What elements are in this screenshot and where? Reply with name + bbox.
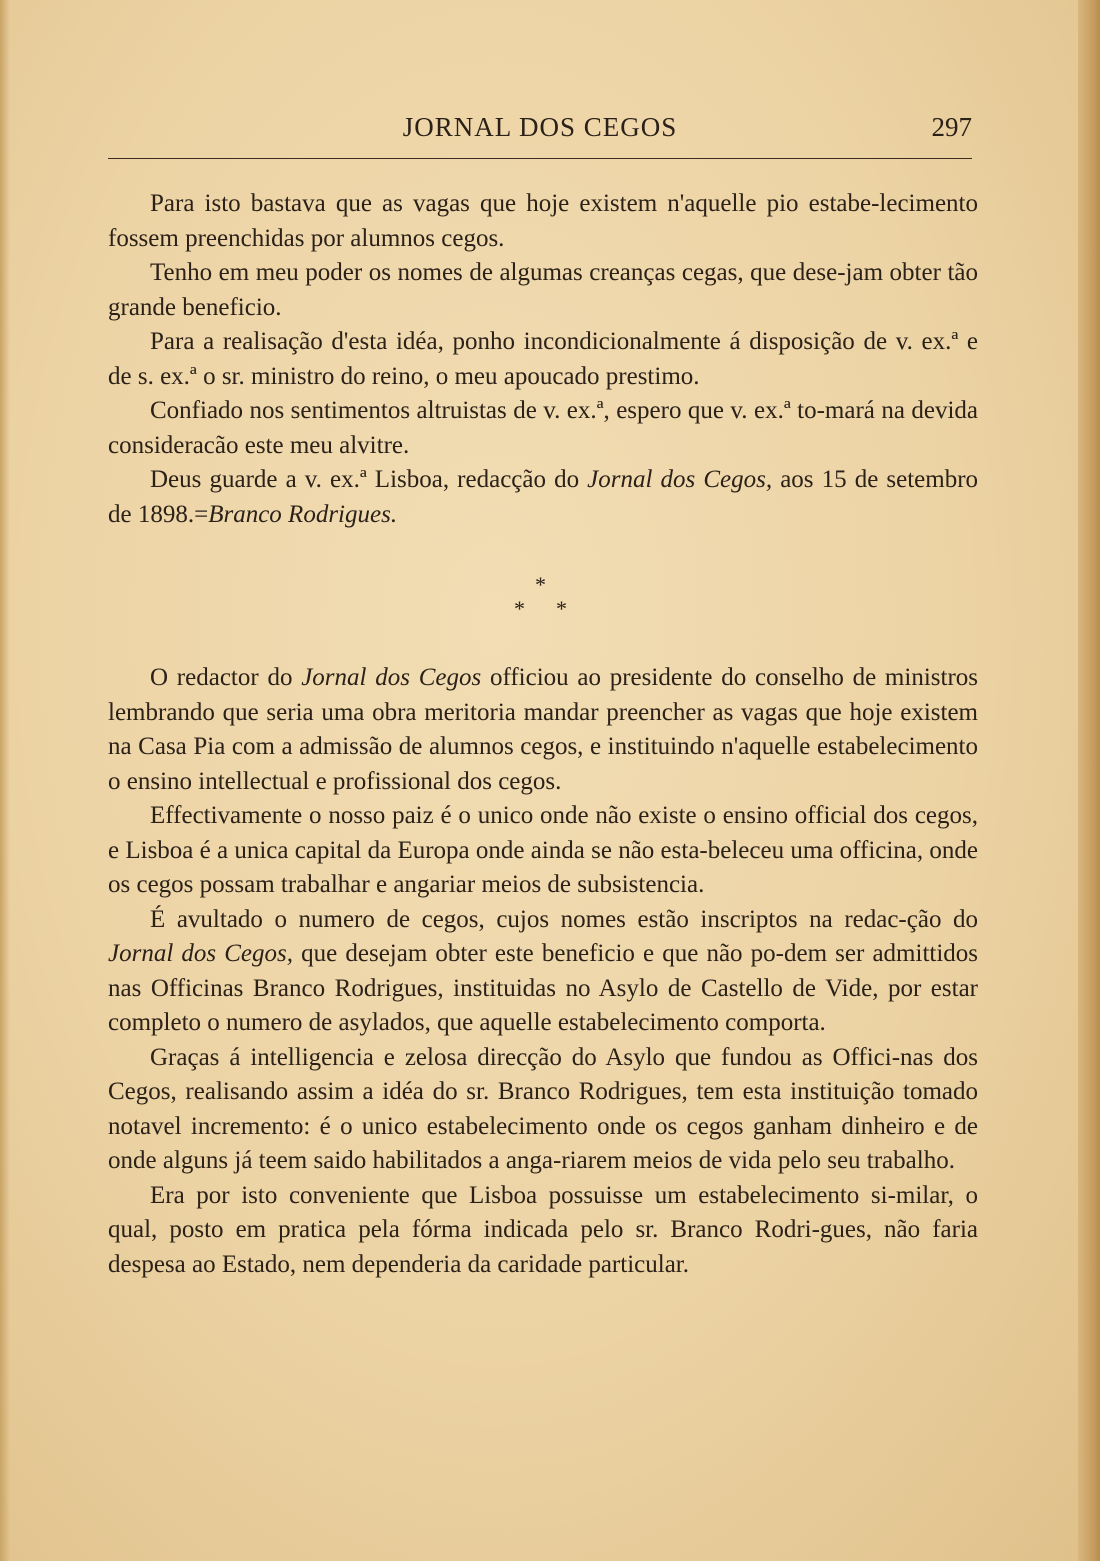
journal-title-italic: Jornal dos Cegos: [301, 664, 482, 691]
text-run: O redactor do: [150, 664, 302, 691]
journal-title-italic: Jornal dos Cegos,: [587, 466, 773, 493]
article-section: [108, 661, 978, 1282]
journal-title-italic: Jornal dos Cegos,: [108, 940, 294, 967]
text-run: aos 15 de setembro de 1898.=: [108, 466, 979, 528]
paragraph: Para isto bastava que as vagas que hoje existem n'aquelle pio estabe-lecimento fossem preenchidas por alumnos cegos.: [108, 190, 978, 252]
text-run: Deus guarde a v. ex.ª Lisboa, redacção do: [150, 466, 588, 493]
asterisk: *: [535, 572, 546, 597]
header-rule: [108, 158, 972, 159]
text-run: É avultado o numero de cegos, cujos nomes estão inscriptos na redac-ção do: [150, 905, 978, 933]
paragraph: Tenho em meu poder os nomes de algumas creanças cegas, que dese-jam obter tão grande beneficio.: [108, 259, 978, 321]
text-run: officiou ao presidente do conselho de ministros lembrando que seria uma obra meritoria mandar preencher as vagas que hoje existem na Casa Pia com a admissão de alumnos cegos, e instituindo n'aquelle estabelecimento o ensino intellectual e profissional dos cegos.: [108, 664, 978, 795]
paragraph: Effectivamente o nosso paiz é o unico onde não existe o ensino official dos cegos, e Lisboa é a unica capital da Europa onde ainda se não esta-beleceu uma officina, onde os cegos possam trabalhar e angariar meios de subsistencia.: [108, 802, 978, 898]
running-title: JORNAL DOS CEGOS: [402, 112, 678, 142]
page-header: [108, 112, 972, 152]
asterism-divider: [500, 572, 590, 632]
paragraph: Confiado nos sentimentos altruistas de v. ex.ª, espero que v. ex.ª to-mará na devida consideracão este meu alvitre.: [108, 397, 978, 459]
paragraph: Era por isto conveniente que Lisboa possuisse um estabelecimento si-milar, o qual, posto em pratica pela fórma indicada pelo sr. Branco Rodri-gues, não faria despesa ao Estado, nem dependeria da caridade particular.: [108, 1181, 978, 1278]
asterisk: *: [514, 596, 525, 621]
page-left-edge: [0, 0, 10, 1561]
paragraph: [108, 903, 978, 1041]
letter-section: [108, 187, 978, 532]
signature-italic: Branco Rodrigues.: [208, 500, 398, 528]
asterisk: *: [556, 596, 567, 621]
paragraph: Para a realisação d'esta idéa, ponho incondicionalmente á disposição de v. ex.ª e de s. ex.ª o sr. ministro do reino, o meu apoucado prestimo.: [108, 328, 978, 390]
paragraph: Graças á intelligencia e zelosa direcção do Asylo que fundou as Offici-nas dos Cegos, realisando assim a idéa do sr. Branco Rodrigues, tem esta instituição tomado notavel incremento: é o unico estabelecimento onde os cegos ganham dinheiro e de onde alguns já teem saido habilitados a anga-riarem meios de vida pelo seu trabalho.: [108, 1043, 978, 1174]
paragraph: [108, 661, 978, 799]
page-right-edge: [1078, 0, 1100, 1561]
closing-paragraph: [108, 463, 978, 532]
page-number: 297: [931, 112, 972, 142]
text-run: que desejam obter este beneficio e que não po-dem ser admittidos nas Officinas Branco Rodrigues, instituidas no Asylo de Castello de Vide, por estar completo o numero de asylados, que aquelle estabelecimento comporta.: [108, 940, 979, 1036]
